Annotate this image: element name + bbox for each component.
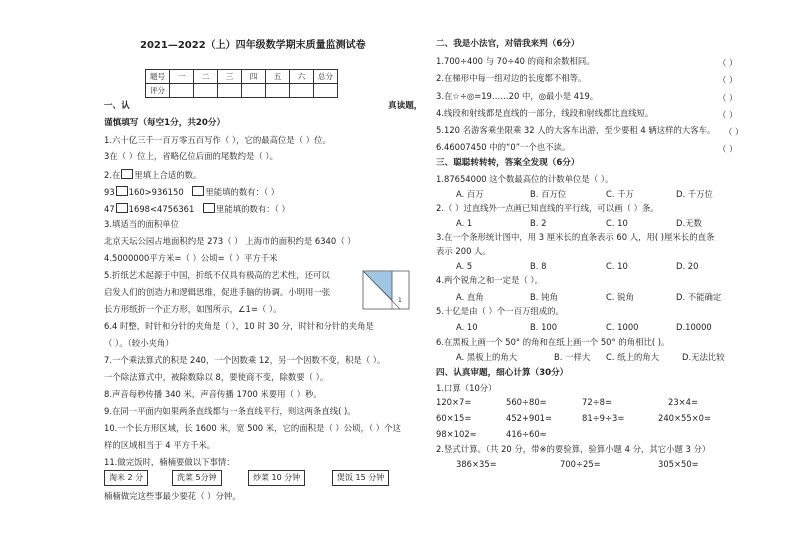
- score-input-cell[interactable]: [194, 84, 218, 98]
- folded-paper-figure: [362, 270, 412, 312]
- section4-heading: 四、认真审题，细心计算（30分）: [436, 368, 569, 378]
- choice-option[interactable]: D. 千万位: [676, 189, 713, 199]
- score-row-label: 评分: [146, 84, 170, 98]
- calc-item: 98×102≈: [436, 429, 477, 439]
- choice-option[interactable]: B. 100: [530, 322, 558, 332]
- choice-option[interactable]: A. 百万: [456, 189, 484, 199]
- choice-question-2: 2.（ ）过直线外一点画已知直线的平行线，可以画（ ）条。: [436, 203, 659, 213]
- choice-option[interactable]: C. 10: [606, 261, 628, 271]
- choice-option[interactable]: A. 直角: [456, 292, 484, 302]
- choice-option[interactable]: B. 百万位: [530, 189, 567, 199]
- choice-option[interactable]: A. 10: [456, 322, 478, 332]
- vertical-calc-item: 386×35=: [456, 459, 497, 469]
- choice-option[interactable]: B. 钝角: [530, 292, 558, 302]
- q2-1-answer: 里能填的数有：（ ）: [205, 187, 280, 197]
- task-box: 煲饭 15 分钟: [332, 470, 389, 486]
- choice-option[interactable]: C. 10: [606, 218, 628, 228]
- choice-option[interactable]: A. 黑板上的角大: [456, 352, 518, 362]
- section1-heading-b: 真读题，: [388, 101, 423, 111]
- question-8: 8.声音每秒传播 340 米，声音传播 1700 米要用（ ）秒。: [104, 389, 322, 399]
- q2-1-suffix: 160>936150: [128, 187, 184, 197]
- question-5a: 5.折纸艺术起源于中国，折纸不仅具有极高的艺术性，还可以: [104, 270, 330, 280]
- oral-calc-heading: 1.口算（10分）: [436, 383, 497, 393]
- question-10b: 样的区域相当于 4 平方千米。: [104, 440, 216, 450]
- judge-item: 4.线段和射线都是直线的一部分，线段和射线都比直线短。: [436, 108, 654, 118]
- choice-question-6: 6.在黑板上画一个 50° 的角和在纸上画一个 50° 的角相比( )。: [436, 337, 670, 347]
- question-11b: 楠楠做完这些事最少要花（ ）分钟。: [104, 491, 241, 501]
- judge-answer-slot[interactable]: （ ）: [718, 75, 738, 85]
- judge-answer-slot[interactable]: （ ）: [724, 127, 744, 137]
- question-10a: 10.一个长方形区域，长 1600 米，宽 500 米，它的面积是（ ）公顷，（ ）个这: [104, 423, 401, 433]
- task-box: 炒菜 10 分钟: [248, 470, 305, 486]
- calc-item: 452+901=: [506, 413, 553, 423]
- question-4: 4.5000000平方米=（ ）公顷=（ ）平方千米: [104, 253, 278, 263]
- calc-item: 60×15=: [436, 413, 472, 423]
- score-header-cell: 三: [218, 70, 242, 84]
- score-table: [145, 69, 338, 98]
- score-input-cell[interactable]: [290, 84, 314, 98]
- vertical-calc-item: 305×50=: [658, 459, 699, 469]
- question-6b: （ ）。（较小夹角）: [104, 338, 174, 348]
- judge-item: 1.700÷400 与 70÷40 的商和余数相同。: [436, 56, 595, 66]
- choice-option[interactable]: D. 不能确定: [676, 292, 722, 302]
- score-input-cell[interactable]: [218, 84, 242, 98]
- question-6a: 6.4 时整，时针和分针的夹角是（ ），10 时 30 分，时针和分针的夹角是: [104, 321, 374, 331]
- score-input-cell[interactable]: [170, 84, 194, 98]
- figure-angle-label: 1: [398, 297, 402, 304]
- vertical-calc-heading: 2.竖式计算。（共 20 分，带※的要验算，验算小题 4 分，其它小题 3 分）: [436, 444, 711, 454]
- question-7a: 7.一个乘法算式的积是 240，一个因数乘 12，另一个因数不变，积是（ ）。: [104, 355, 386, 365]
- choice-question-3b: 表示 200 人。: [436, 246, 491, 256]
- q2-1-prefix: 93: [104, 187, 115, 197]
- judge-answer-slot[interactable]: （ ）: [718, 144, 738, 154]
- choice-question-1: 1.87654000 这个数最高位的计数单位是（ ）。: [436, 174, 614, 184]
- score-input-cell[interactable]: [314, 84, 338, 98]
- judge-item: 2.在梯形中每一组对边的长度都不相等。: [436, 73, 587, 83]
- calc-item: 416÷60≈: [506, 429, 547, 439]
- section2-heading: 二、我是小法官，对错我来判（6分）: [436, 39, 580, 49]
- choice-question-4: 4.两个锐角之和一定是（ ）。: [436, 275, 543, 285]
- judge-answer-slot[interactable]: （ ）: [718, 110, 738, 120]
- choice-option[interactable]: B. 一样大: [554, 352, 591, 362]
- question-2-item-1: [104, 186, 279, 196]
- score-input-cell[interactable]: [242, 84, 266, 98]
- question-1: 1.六十亿三千一百万零五百写作（ ），它的最高位是（ ）位。: [104, 135, 331, 145]
- choice-option[interactable]: A. 1: [456, 218, 473, 228]
- score-input-cell[interactable]: [266, 84, 290, 98]
- choice-option[interactable]: D. 20: [676, 261, 699, 271]
- task-box: 淘米 2 分: [104, 470, 148, 486]
- question-5c: 长方形纸折一个正方形，如图所示，∠1=（ ）。: [104, 304, 282, 314]
- section1-heading-a: 一、认: [104, 101, 130, 111]
- question-2-item-2: [104, 203, 290, 213]
- question-11: 11.做完饭时，楠楠要做以下事情：: [104, 457, 235, 467]
- question-7b: 一个除法算式中，被除数除以 8，要使商不变，除数要（ ）。: [104, 372, 329, 382]
- choice-option[interactable]: C. 锐角: [606, 292, 634, 302]
- calc-item: 23×4=: [668, 397, 699, 407]
- question-3: 3.填适当的面积单位: [104, 219, 179, 229]
- choice-option[interactable]: C. 千万: [606, 189, 634, 199]
- calc-item: 120×7=: [436, 397, 472, 407]
- q2-2-answer: 里能填的数有：（ ）: [215, 204, 290, 214]
- choice-question-3a: 3.在一个条形统计图中，用 3 厘米长的直条表示 60 人，用( )厘米长的直条: [436, 232, 715, 242]
- choice-option[interactable]: D.无法比较: [682, 352, 725, 362]
- judge-answer-slot[interactable]: （ ）: [718, 58, 738, 68]
- judge-item: 6.46007450 中的“0”一个也不读。: [436, 142, 571, 152]
- judge-item: 5.120 名游客乘坐限乘 32 人的大客车出游，至少要租 4 辆这样的大客车。: [436, 125, 716, 135]
- blank-square-icon[interactable]: [116, 186, 128, 196]
- vertical-calc-item: 700÷25=: [560, 459, 601, 469]
- blank-square-icon: [121, 169, 133, 179]
- choice-option[interactable]: B. 2: [530, 218, 547, 228]
- choice-option[interactable]: A. 5: [456, 261, 473, 271]
- blank-square-icon[interactable]: [116, 203, 128, 213]
- judge-item: 3.在☆÷◎=19……20 中，◎最小是 419。: [436, 91, 599, 101]
- question-1b: 3在（ ）位上，省略亿位后面的尾数约是（ ）。: [104, 151, 278, 161]
- question-3b: 北京天坛公园占地面积约是 273（ ） 上海市的面积约是 6340（ ）: [104, 236, 356, 246]
- score-header-cell: 六: [290, 70, 314, 84]
- score-header-cell: 二: [194, 70, 218, 84]
- question-2-text: 2.在: [104, 170, 121, 180]
- calc-item: 81÷9÷3=: [582, 413, 625, 423]
- blank-square-icon: [192, 186, 204, 196]
- choice-option[interactable]: D.无数: [676, 218, 702, 228]
- choice-option[interactable]: C. 纸上的角大: [606, 352, 660, 362]
- score-header-cell: 总分: [314, 70, 338, 84]
- question-5b: 启发人们的创造力和逻辑思维，促进手脑的协调。小明用一张: [104, 287, 331, 297]
- score-header-cell: 五: [266, 70, 290, 84]
- choice-option[interactable]: C. 1000: [606, 322, 639, 332]
- score-header-cell: 题号: [146, 70, 170, 84]
- question-9: 9.在同一平面内如果两条直线都与一条直线平行，则这两条直线( )。: [104, 406, 356, 416]
- calc-item: 72÷8=: [582, 397, 613, 407]
- q2-2-suffix: 1698<4756361: [128, 204, 195, 214]
- page-title: 2021—2022（上）四年级数学期末质量监测试卷: [140, 40, 366, 51]
- calc-item: 240×55×0=: [658, 413, 712, 423]
- section1-heading-c: 谨慎填写（每空1分，共20分）: [104, 118, 226, 128]
- task-box: 洗菜 5分钟: [172, 470, 222, 486]
- calc-item: 560÷80=: [506, 397, 547, 407]
- blank-square-icon: [203, 203, 215, 213]
- choice-question-5: 5.十亿是由（ ）个一百万组成的。: [436, 306, 564, 316]
- score-header-cell: 一: [170, 70, 194, 84]
- section3-heading: 三、聪聪转转转，答案全发现（6分）: [436, 158, 580, 168]
- question-2: [104, 169, 201, 179]
- question-2-text-b: 里填上合适的数。: [134, 170, 202, 180]
- score-header-cell: 四: [242, 70, 266, 84]
- judge-answer-slot[interactable]: （ ）: [718, 93, 738, 103]
- choice-option[interactable]: D.10000: [676, 322, 712, 332]
- q2-2-prefix: 47: [104, 204, 115, 214]
- choice-option[interactable]: B. 8: [530, 261, 547, 271]
